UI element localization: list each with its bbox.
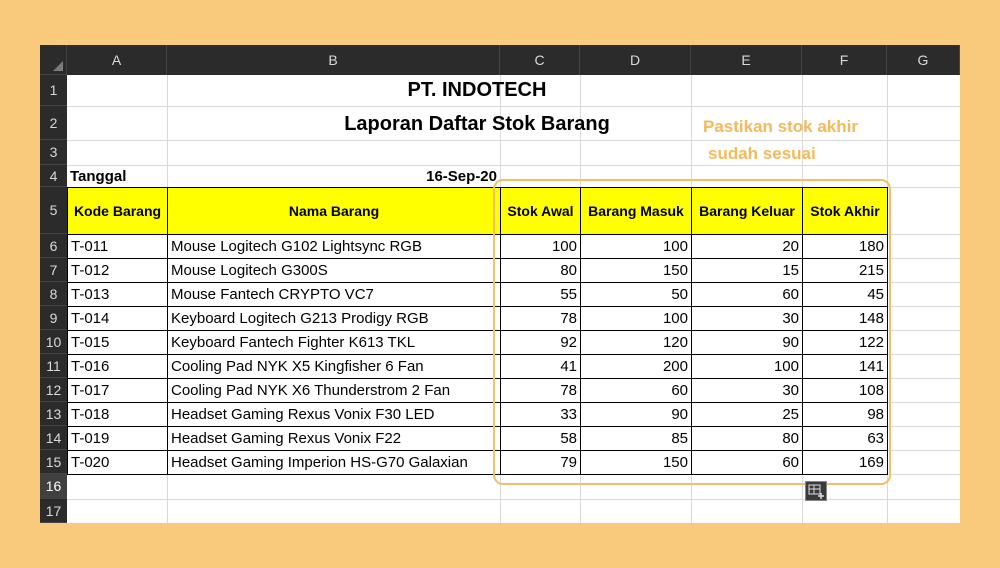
cell-keluar[interactable]: 25 (691, 402, 803, 427)
annotation-line1: Pastikan stok akhir (703, 117, 858, 136)
cell-nama[interactable]: Mouse Fantech CRYPTO VC7 (167, 282, 501, 307)
row-header-2[interactable]: 2 (40, 106, 67, 140)
header-keluar[interactable]: Barang Keluar (691, 187, 803, 235)
cell-keluar[interactable]: 20 (691, 234, 803, 259)
annotation-line2: sudah sesuai (708, 144, 816, 163)
cell-kode[interactable]: T-018 (67, 402, 168, 427)
cell-keluar[interactable]: 60 (691, 450, 803, 475)
row-header-9[interactable]: 9 (40, 306, 67, 330)
cell-nama[interactable]: Keyboard Fantech Fighter K613 TKL (167, 330, 501, 355)
cell-masuk[interactable]: 85 (580, 426, 692, 451)
cell-keluar[interactable]: 90 (691, 330, 803, 355)
row-header-7[interactable]: 7 (40, 258, 67, 282)
row-header-1[interactable]: 1 (40, 75, 67, 106)
header-nama[interactable]: Nama Barang (167, 187, 501, 235)
cell-awal[interactable]: 78 (500, 378, 581, 403)
cell-keluar[interactable]: 100 (691, 354, 803, 379)
row-header-12[interactable]: 12 (40, 378, 67, 402)
cell-akhir[interactable]: 108 (802, 378, 888, 403)
cell-akhir[interactable]: 122 (802, 330, 888, 355)
cell-awal[interactable]: 79 (500, 450, 581, 475)
cell-awal[interactable]: 58 (500, 426, 581, 451)
cell-keluar[interactable]: 80 (691, 426, 803, 451)
cell-nama[interactable]: Headset Gaming Imperion HS-G70 Galaxian (167, 450, 501, 475)
cell-nama[interactable]: Mouse Logitech G300S (167, 258, 501, 283)
row-header-6[interactable]: 6 (40, 234, 67, 258)
header-akhir[interactable]: Stok Akhir (802, 187, 888, 235)
cell-awal[interactable]: 55 (500, 282, 581, 307)
column-header-e[interactable]: E (691, 45, 802, 75)
cell-awal[interactable]: 92 (500, 330, 581, 355)
cell-akhir[interactable]: 141 (802, 354, 888, 379)
cell-nama[interactable]: Headset Gaming Rexus Vonix F22 (167, 426, 501, 451)
cell-kode[interactable]: T-020 (67, 450, 168, 475)
row-header-11[interactable]: 11 (40, 354, 67, 378)
gridline-horizontal (67, 106, 960, 107)
row-header-3[interactable]: 3 (40, 140, 67, 165)
cell-masuk[interactable]: 150 (580, 258, 692, 283)
cell-keluar[interactable]: 15 (691, 258, 803, 283)
cell-kode[interactable]: T-019 (67, 426, 168, 451)
cell-awal[interactable]: 41 (500, 354, 581, 379)
cell-akhir[interactable]: 215 (802, 258, 888, 283)
cell-akhir[interactable]: 63 (802, 426, 888, 451)
spreadsheet (40, 45, 960, 523)
cell-masuk[interactable]: 90 (580, 402, 692, 427)
cell-masuk[interactable]: 60 (580, 378, 692, 403)
cell-kode[interactable]: T-015 (67, 330, 168, 355)
column-header-g[interactable]: G (887, 45, 960, 75)
cell-akhir[interactable]: 180 (802, 234, 888, 259)
column-header-c[interactable]: C (500, 45, 580, 75)
cell-masuk[interactable]: 120 (580, 330, 692, 355)
date-value[interactable]: 16-Sep-20 (426, 167, 497, 185)
row-header-4[interactable]: 4 (40, 165, 67, 187)
header-kode[interactable]: Kode Barang (67, 187, 168, 235)
row-header-10[interactable]: 10 (40, 330, 67, 354)
cell-kode[interactable]: T-016 (67, 354, 168, 379)
cell-nama[interactable]: Mouse Logitech G102 Lightsync RGB (167, 234, 501, 259)
cell-kode[interactable]: T-017 (67, 378, 168, 403)
cell-kode[interactable]: T-013 (67, 282, 168, 307)
row-header-13[interactable]: 13 (40, 402, 67, 426)
row-header-17[interactable]: 17 (40, 499, 67, 523)
cell-kode[interactable]: T-011 (67, 234, 168, 259)
row-header-8[interactable]: 8 (40, 282, 67, 306)
row-header-16[interactable]: 16 (40, 474, 67, 499)
cell-akhir[interactable]: 98 (802, 402, 888, 427)
cell-masuk[interactable]: 50 (580, 282, 692, 307)
cell-keluar[interactable]: 30 (691, 378, 803, 403)
column-header-a[interactable]: A (67, 45, 167, 75)
cell-nama[interactable]: Cooling Pad NYK X5 Kingfisher 6 Fan (167, 354, 501, 379)
cell-masuk[interactable]: 100 (580, 306, 692, 331)
cell-akhir[interactable]: 148 (802, 306, 888, 331)
cell-keluar[interactable]: 60 (691, 282, 803, 307)
cell-awal[interactable]: 78 (500, 306, 581, 331)
gridline-horizontal (67, 140, 960, 141)
row-header-14[interactable]: 14 (40, 426, 67, 450)
cell-masuk[interactable]: 150 (580, 450, 692, 475)
header-masuk[interactable]: Barang Masuk (580, 187, 692, 235)
cell-nama[interactable]: Cooling Pad NYK X6 Thunderstrom 2 Fan (167, 378, 501, 403)
cell-nama[interactable]: Keyboard Logitech G213 Prodigy RGB (167, 306, 501, 331)
cell-masuk[interactable]: 100 (580, 234, 692, 259)
date-label[interactable]: Tanggal (70, 167, 127, 185)
report-subtitle[interactable]: Laporan Daftar Stok Barang (344, 113, 610, 135)
select-all-corner[interactable] (40, 45, 67, 75)
gridline-horizontal (67, 165, 960, 166)
cell-akhir[interactable]: 45 (802, 282, 888, 307)
row-header-5[interactable]: 5 (40, 187, 67, 234)
cell-nama[interactable]: Headset Gaming Rexus Vonix F30 LED (167, 402, 501, 427)
cell-awal[interactable]: 100 (500, 234, 581, 259)
cell-keluar[interactable]: 30 (691, 306, 803, 331)
cell-awal[interactable]: 80 (500, 258, 581, 283)
header-awal[interactable]: Stok Awal (500, 187, 581, 235)
cell-kode[interactable]: T-012 (67, 258, 168, 283)
column-header-b[interactable]: B (167, 45, 500, 75)
cell-awal[interactable]: 33 (500, 402, 581, 427)
report-title[interactable]: PT. INDOTECH (407, 79, 547, 101)
cell-masuk[interactable]: 200 (580, 354, 692, 379)
cell-akhir[interactable]: 169 (802, 450, 888, 475)
column-header-d[interactable]: D (580, 45, 691, 75)
row-header-15[interactable]: 15 (40, 450, 67, 474)
cell-kode[interactable]: T-014 (67, 306, 168, 331)
quick-analysis-icon[interactable] (805, 481, 827, 501)
column-header-f[interactable]: F (802, 45, 887, 75)
